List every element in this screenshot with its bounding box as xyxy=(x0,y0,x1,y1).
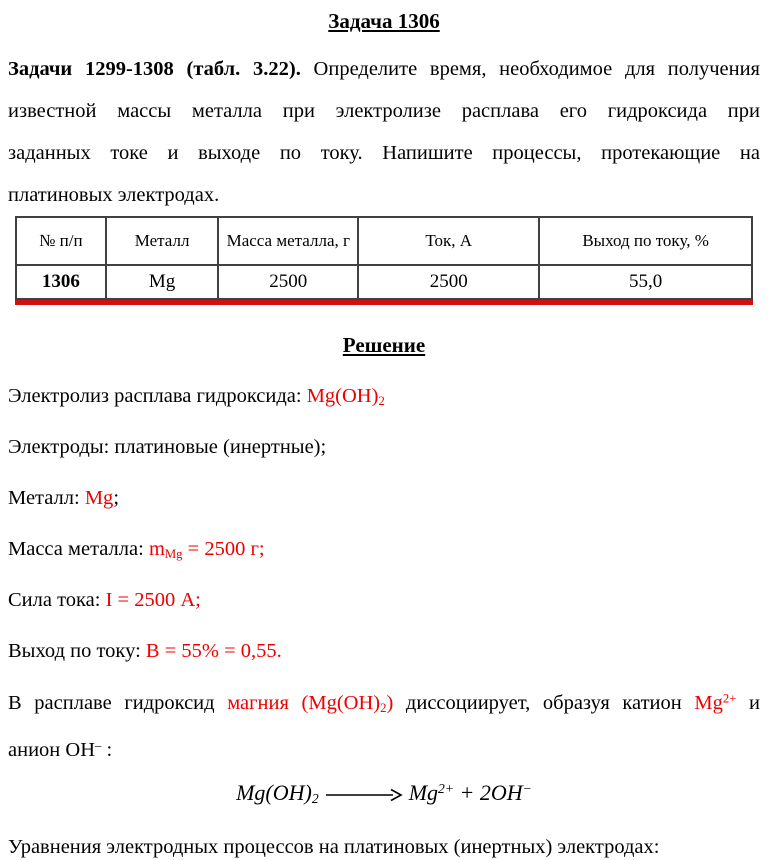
mass-subscript: Mg xyxy=(164,546,183,561)
equation-lhs-subscript: 2 xyxy=(311,791,319,806)
equation-lhs xyxy=(236,780,319,805)
electrolysis-label: Электролиз расплава гидроксида: xyxy=(8,385,307,407)
table-header-cell: Ток, А xyxy=(358,217,539,265)
yield-value: В = 55% = 0,55. xyxy=(145,640,282,662)
table-header-cell: Масса металла, г xyxy=(218,217,358,265)
equation-rhs xyxy=(409,780,532,805)
problem-line: известной массы металла при электролизе расплава его гидроксида при xyxy=(8,100,760,122)
table-cell-yield: 55,0 xyxy=(539,265,752,299)
mass-value xyxy=(149,538,265,560)
electrolysis-formula xyxy=(307,385,385,407)
mass-label: Масса металла: xyxy=(8,538,149,560)
problem-line: платиновых электродах. xyxy=(8,184,220,206)
dissociation-equation xyxy=(8,776,760,810)
metal-tail: ; xyxy=(113,487,120,509)
equation-plus: + xyxy=(459,780,475,805)
dissoc-text: и xyxy=(736,692,760,714)
table-header-cell: Выход по току, % xyxy=(539,217,752,265)
solution-line-yield xyxy=(8,638,760,664)
reaction-arrow-icon xyxy=(325,788,403,802)
dissoc-red-close: ) xyxy=(386,692,394,714)
metal-label: Металл: xyxy=(8,487,85,509)
solution-line-mass xyxy=(8,536,760,562)
solution-line-metal xyxy=(8,485,760,511)
problem-line: заданных токе и выходе по току. Напишите процессы, протекающие на xyxy=(8,142,760,164)
solution-line-electrodes: Электроды: платиновые (инертные); xyxy=(8,436,327,458)
conditions-table xyxy=(15,216,753,300)
anion-superscript: – xyxy=(95,738,102,753)
dissociation-line-2 xyxy=(8,727,760,774)
table-cell-number: 1306 xyxy=(16,265,106,299)
metal-value: Mg xyxy=(84,487,114,509)
dissociation-line-1 xyxy=(8,680,760,727)
table-red-underline xyxy=(15,300,753,305)
problem-statement xyxy=(8,48,760,216)
anion-symbol: анион ОН xyxy=(8,739,95,761)
problem-line xyxy=(8,48,760,90)
cation-superscript: 2+ xyxy=(722,691,737,706)
dissoc-text: : xyxy=(101,739,113,761)
equation-anion-superscript: − xyxy=(522,781,532,797)
dissociation-paragraph xyxy=(8,680,760,774)
table-cell-metal: Mg xyxy=(106,265,219,299)
dissoc-red-cation xyxy=(694,692,736,714)
dissoc-text: В расплаве гидроксид xyxy=(8,692,228,714)
electrode-processes-intro: Уравнения электродных процессов на платиновых (инертных) электродах: xyxy=(8,836,660,858)
page-title: Задача 1306 xyxy=(328,9,440,33)
mass-symbol: m xyxy=(148,538,165,560)
cation-symbol: Mg xyxy=(694,692,723,714)
table-cell-current: 2500 xyxy=(358,265,539,299)
equation-lhs-main: Mg(OH) xyxy=(236,780,312,805)
current-value: I = 2500 А; xyxy=(105,589,201,611)
table-header-cell: Металл xyxy=(106,217,219,265)
table-header-cell: № п/п xyxy=(16,217,106,265)
dissoc-red-main: магния (Mg(OH) xyxy=(227,692,381,714)
equation-cation-superscript: 2+ xyxy=(438,781,455,797)
equation-anion: 2OH xyxy=(479,780,523,805)
table-row xyxy=(16,265,752,299)
yield-label: Выход по току: xyxy=(8,640,146,662)
mass-rest: = 2500 г; xyxy=(182,538,265,560)
table-header-row xyxy=(16,217,752,265)
dissoc-text: диссоциирует, образуя катион xyxy=(393,692,695,714)
problem-lead-bold: Задачи 1299-1308 (табл. 3.22). xyxy=(8,58,301,80)
problem-lead-rest: Определите время, необходимое для получения xyxy=(300,58,760,80)
solution-line-current xyxy=(8,587,760,613)
formula-subscript: 2 xyxy=(378,393,385,408)
dissoc-red-formula xyxy=(227,692,393,714)
conditions-table-wrap xyxy=(15,216,753,305)
table-cell-mass: 2500 xyxy=(218,265,358,299)
solution-line-electrolysis xyxy=(8,383,760,409)
formula-main: Mg(OH) xyxy=(306,385,379,407)
equation-cation: Mg xyxy=(408,780,439,805)
solution-heading: Решение xyxy=(342,333,426,357)
current-label: Сила тока: xyxy=(8,589,106,611)
dissoc-red-subscript: 2 xyxy=(380,700,387,715)
